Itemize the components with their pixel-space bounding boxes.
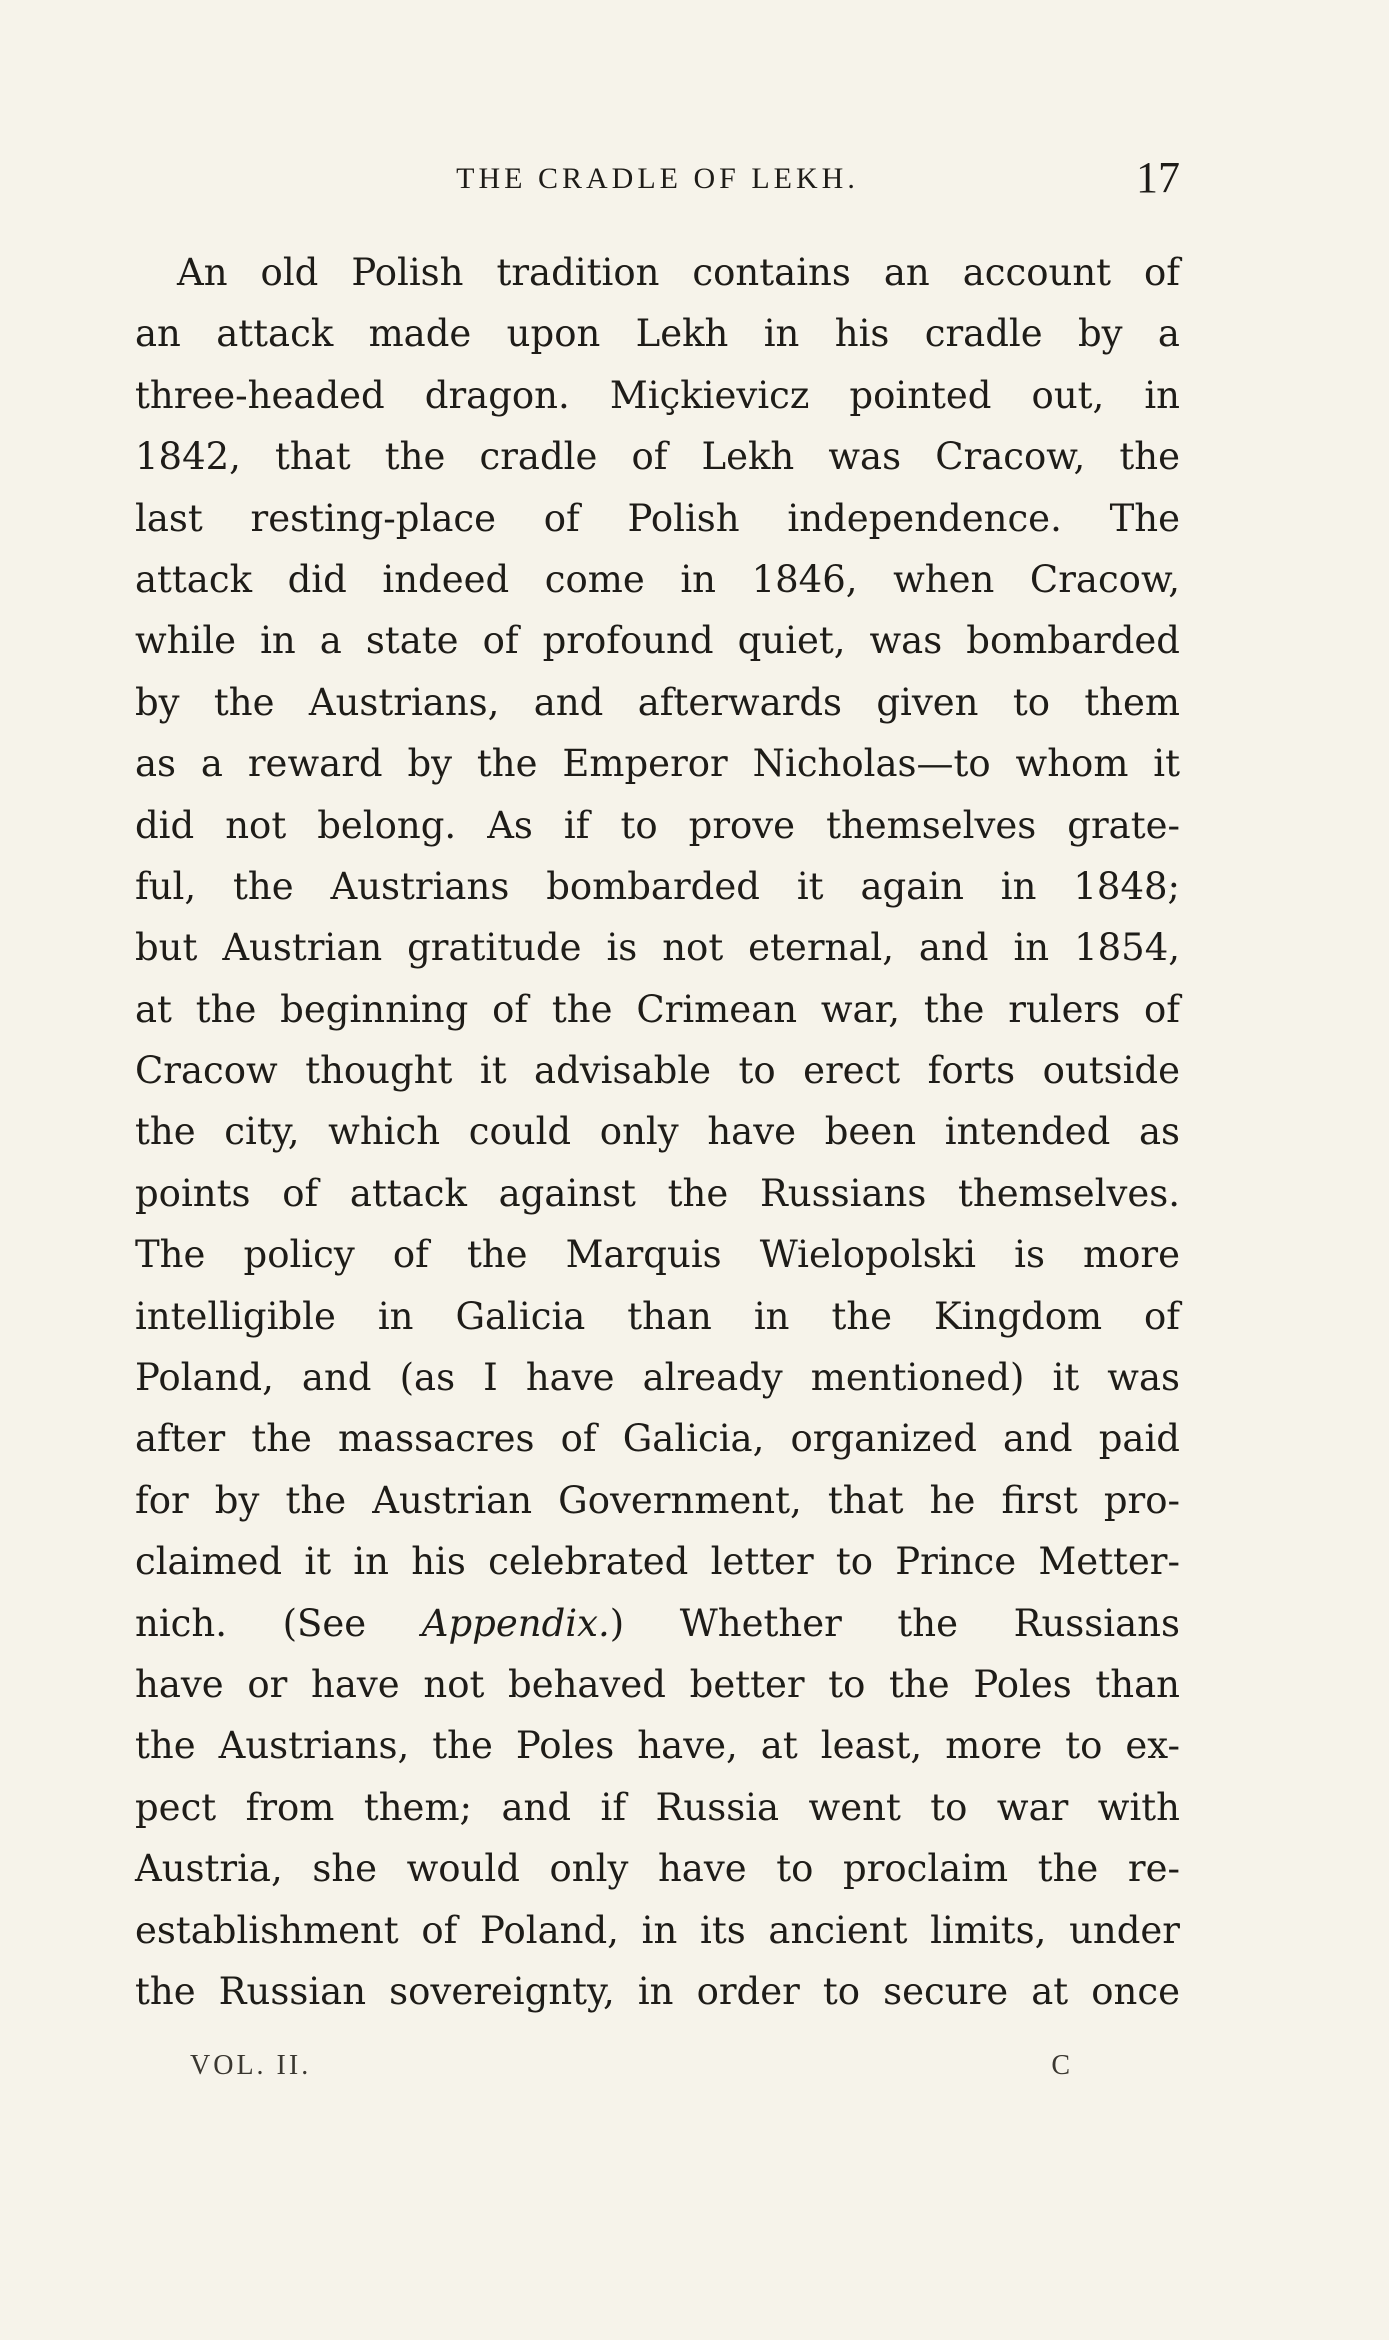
text-line-content: the Austrians, the Poles have, at least, more to ex-	[135, 1724, 1180, 1768]
text-line	[135, 672, 1180, 733]
text-line-content: nich. (See	[135, 1601, 422, 1645]
text-line	[135, 1654, 1180, 1715]
running-title: THE CRADLE OF LEKH.	[456, 162, 859, 195]
text-line	[135, 549, 1180, 610]
text-line-content: the city, which could only have been intended as	[135, 1110, 1180, 1154]
text-line	[135, 917, 1180, 978]
text-line-content: as a reward by the Emperor Nicholas—to whom it	[135, 742, 1180, 786]
text-line	[135, 1900, 1180, 1961]
running-head	[135, 152, 1180, 208]
text-line	[135, 1224, 1180, 1285]
text-line	[135, 610, 1180, 671]
text-line-content: points of attack against the Russians themselves.	[135, 1171, 1180, 1215]
text-line	[135, 365, 1180, 426]
text-line-content: while in a state of profound quiet, was bombarded	[135, 619, 1180, 663]
text-line	[135, 1163, 1180, 1224]
text-line-content: by the Austrians, and afterwards given to them	[135, 680, 1180, 724]
page-number: 17	[1136, 153, 1180, 202]
text-line-content: pect from them; and if Russia went to war with	[135, 1785, 1180, 1829]
text-line-content: but Austrian gratitude is not eternal, and in 1854,	[135, 926, 1180, 970]
text-line	[135, 1531, 1180, 1592]
text-line	[135, 1593, 1180, 1654]
text-line-content: intelligible in Galicia than in the Kingdom of	[135, 1294, 1180, 1338]
text-line-content: three-headed dragon. Miçkievicz pointed out, in	[135, 373, 1180, 417]
text-line	[135, 1040, 1180, 1101]
text-line	[135, 1715, 1180, 1776]
italic-reference: Appendix.	[421, 1601, 610, 1645]
text-line	[135, 1408, 1180, 1469]
text-line	[135, 1470, 1180, 1531]
text-line-content: ful, the Austrians bombarded it again in 1848;	[135, 864, 1180, 908]
text-line	[135, 1777, 1180, 1838]
text-line	[135, 795, 1180, 856]
text-line-content: for by the Austrian Government, that he first pro-	[135, 1478, 1180, 1522]
volume-signature: VOL. II.	[190, 2050, 312, 2081]
text-line-content: 1842, that the cradle of Lekh was Cracow, the	[135, 435, 1180, 479]
text-line	[135, 303, 1180, 364]
text-line-content: at the beginning of the Crimean war, the rulers of	[135, 987, 1180, 1031]
text-line-content: last resting-place of Polish independence. The	[135, 496, 1180, 540]
text-line	[135, 733, 1180, 794]
text-line-content: claimed it in his celebrated letter to Prince Metter-	[135, 1540, 1180, 1584]
text-line	[135, 1347, 1180, 1408]
text-line-continuation: ) Whether the Russians	[609, 1601, 1180, 1645]
text-line	[135, 426, 1180, 487]
text-line-content: did not belong. As if to prove themselves grate-	[135, 803, 1180, 847]
text-line-content: an attack made upon Lekh in his cradle by a	[135, 312, 1180, 356]
text-line	[135, 1101, 1180, 1162]
text-line	[135, 979, 1180, 1040]
text-line	[135, 242, 1180, 303]
text-line	[135, 1838, 1180, 1899]
text-line-content: after the massacres of Galicia, organized and paid	[135, 1417, 1180, 1461]
text-line-content: attack did indeed come in 1846, when Cracow,	[135, 557, 1180, 601]
text-line-content: An old Polish tradition contains an account of	[177, 251, 1180, 294]
page-footer	[190, 2050, 1070, 2090]
text-line-content: establishment of Poland, in its ancient limits, under	[135, 1908, 1180, 1952]
text-line-content: have or have not behaved better to the Poles than	[135, 1662, 1180, 1706]
text-line-content: Poland, and (as I have already mentioned) it was	[135, 1356, 1180, 1400]
gathering-signature: C	[1051, 2050, 1070, 2081]
text-line	[135, 1961, 1180, 2022]
text-line-content: Austria, she would only have to proclaim the re-	[135, 1847, 1180, 1891]
text-line-content: The policy of the Marquis Wielopolski is more	[135, 1233, 1180, 1277]
text-line	[135, 488, 1180, 549]
text-line-content: Cracow thought it advisable to erect forts outside	[135, 1049, 1180, 1093]
body-text	[135, 242, 1180, 2032]
text-line	[135, 856, 1180, 917]
text-line-content: the Russian sovereignty, in order to secure at once	[135, 1969, 1180, 2013]
text-line	[135, 1286, 1180, 1347]
